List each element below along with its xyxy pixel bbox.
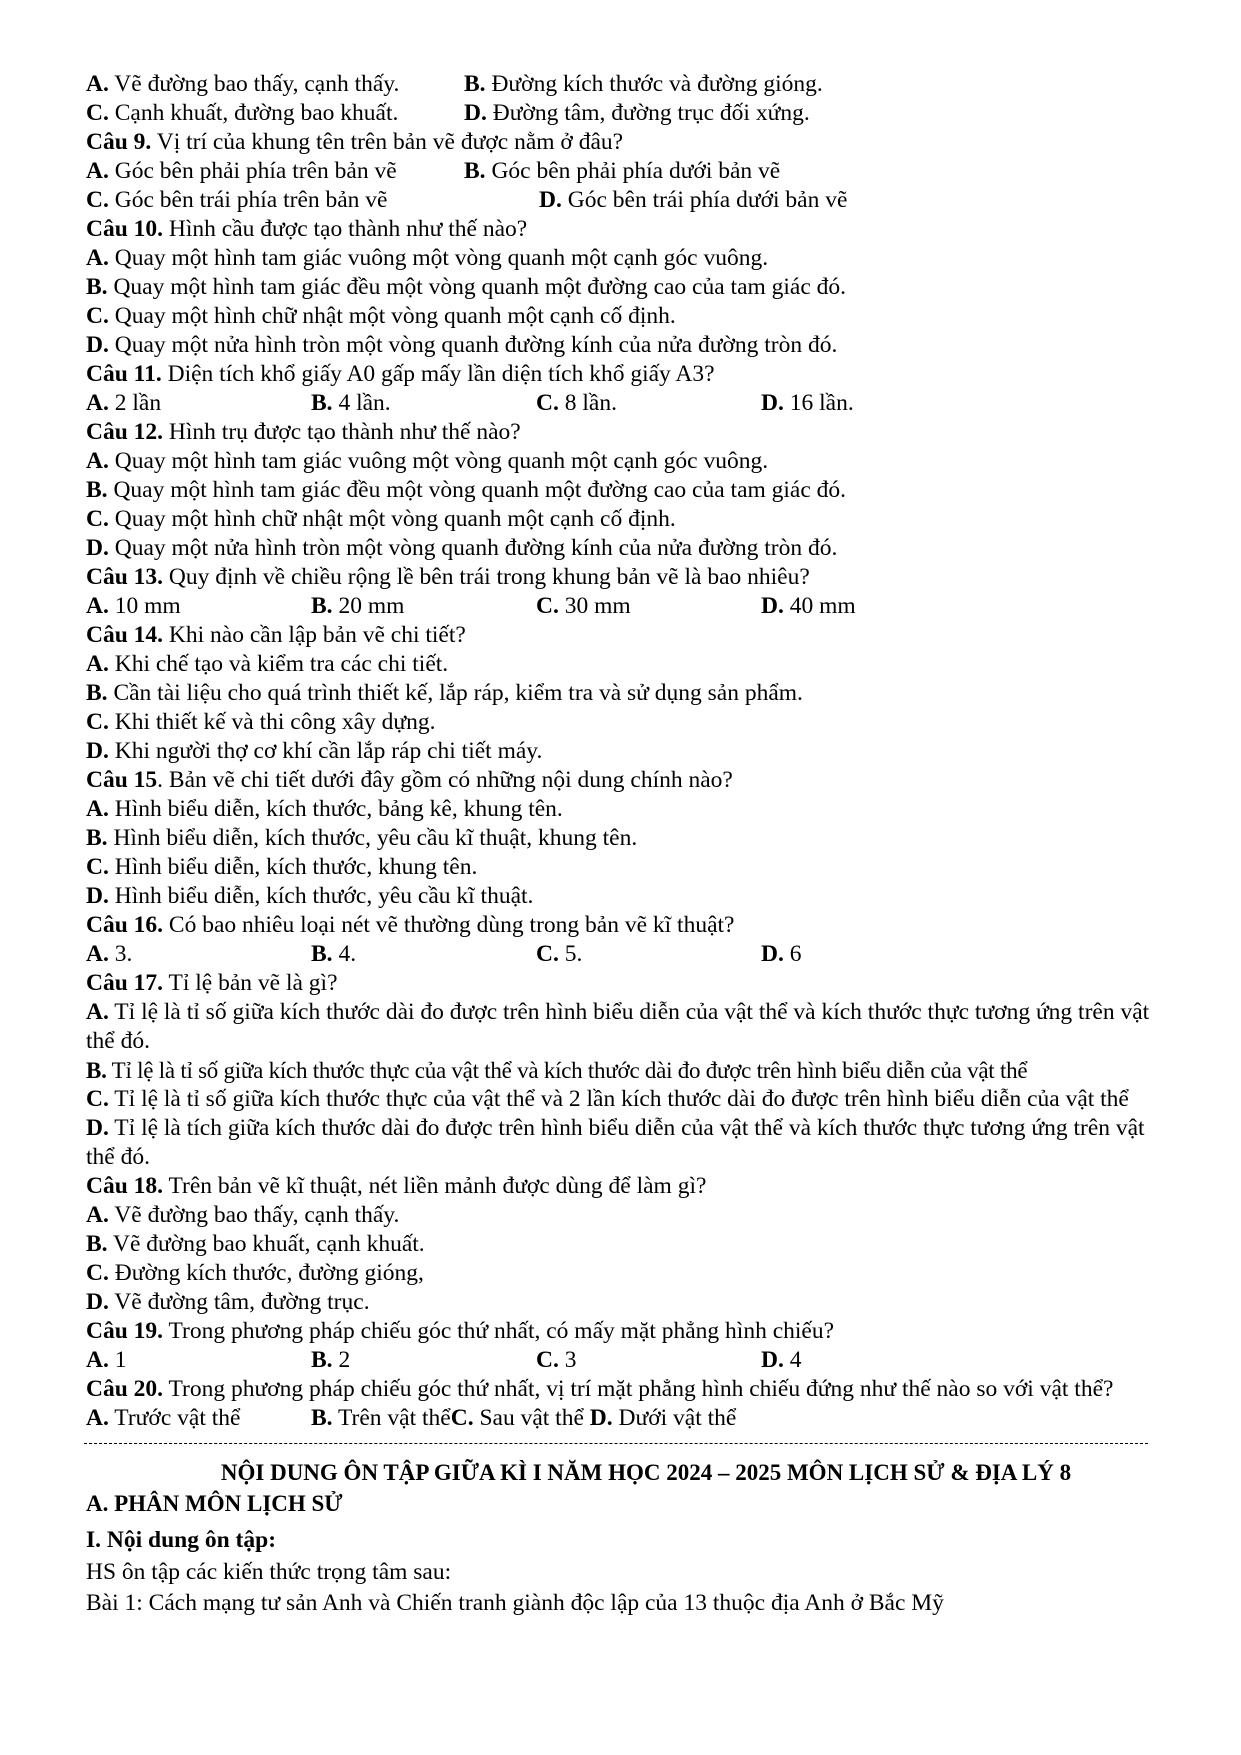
question-number: Câu 15 <box>86 767 158 793</box>
option-a <box>86 795 1166 824</box>
option-c <box>86 1085 1166 1114</box>
question-text: Trong phương pháp chiếu góc thứ nhất, vị trí mặt phẳng hình chiếu đứng như thế nào so với vật thể? <box>163 1376 1114 1402</box>
option-text: Tỉ lệ là tỉ số giữa kích thước thực của vật thể và 2 lần kích thước dài đo được trên hình biểu diễn của vật thể <box>108 1086 1129 1112</box>
option-text: Quay một hình tam giác đều một vòng quanh một đường cao của tam giác đó. <box>107 477 847 503</box>
option-text: 4. <box>332 941 357 967</box>
intro-text: HS ôn tập các kiến thức trọng tâm sau: <box>86 1559 452 1585</box>
option-label: A. <box>86 448 109 474</box>
option-text: Quay một hình chữ nhật một vòng quanh một cạnh cố định. <box>108 303 676 329</box>
question-text: Trong phương pháp chiếu góc thứ nhất, có mấy mặt phẳng hình chiếu? <box>163 1318 835 1344</box>
question-number: Câu 17. <box>86 970 164 996</box>
options-row <box>86 1404 1166 1433</box>
option-text: Vẽ đường bao khuất, cạnh khuất. <box>107 1231 425 1257</box>
question-text: Quy định về chiều rộng lề bên trái trong khung bản vẽ là bao nhiêu? <box>163 564 810 590</box>
option-text: Hình biểu diễn, kích thước, khung tên. <box>108 854 478 880</box>
option-text: 2 lần <box>108 390 162 416</box>
question-text: Diện tích khổ giấy A0 gấp mấy lần diện tích khổ giấy A3? <box>161 361 715 387</box>
question-18 <box>86 1172 1166 1201</box>
option-text: Vẽ đường tâm, đường trục. <box>108 1289 370 1315</box>
option-c <box>86 505 1166 534</box>
question-number: Câu 13. <box>86 564 164 590</box>
question-14 <box>86 621 1166 650</box>
option-label: D. <box>761 390 784 416</box>
option-label: B. <box>464 71 486 97</box>
option-d <box>86 737 1166 766</box>
options-row <box>86 157 1166 186</box>
question-text: Tỉ lệ bản vẽ là gì? <box>163 970 338 996</box>
part-a-title: A. PHÂN MÔN LỊCH SỬ <box>86 1491 343 1516</box>
option-label: A. <box>86 796 109 822</box>
option-text: Trên vật thể <box>332 1405 451 1431</box>
option-label: B. <box>311 941 333 967</box>
option-text: 16 lần. <box>783 390 854 416</box>
option-text: Quay một nửa hình tròn một vòng quanh đường kính của nửa đường tròn đó. <box>108 332 838 358</box>
option-label: C. <box>86 709 109 735</box>
question-number: Câu 16. <box>86 912 164 938</box>
option-a <box>86 1201 1166 1230</box>
option-text: Đường tâm, đường trục đối xứng. <box>486 100 810 126</box>
question-number: Câu 18. <box>86 1173 164 1199</box>
option-text: 4 lần. <box>332 390 391 416</box>
option-label: A. <box>86 390 109 416</box>
document-body <box>86 70 1166 1619</box>
option-text: Đường kích thước và đường gióng. <box>485 71 823 97</box>
option-label: A. <box>86 1202 109 1228</box>
question-number: Câu 11. <box>86 361 162 387</box>
option-d <box>86 331 1166 360</box>
question-12 <box>86 418 1166 447</box>
option-b <box>86 273 1166 302</box>
question-text: Khi nào cần lập bản vẽ chi tiết? <box>163 622 466 648</box>
option-text: Quay một hình tam giác vuông một vòng quanh một cạnh góc vuông. <box>108 245 769 271</box>
question-19 <box>86 1317 1166 1346</box>
option-text: 40 mm <box>783 593 856 619</box>
option-text: 2 <box>332 1347 351 1373</box>
option-text: Khi thiết kế và thi công xây dựng. <box>108 709 436 735</box>
option-label: A. <box>86 1405 109 1431</box>
question-number: Câu 12. <box>86 419 164 445</box>
options-row <box>86 99 1166 128</box>
option-c <box>86 1259 1166 1288</box>
option-b <box>86 679 1166 708</box>
option-d <box>86 882 1166 911</box>
option-text: Góc bên trái phía trên bản vẽ <box>108 187 388 213</box>
option-label: C. <box>536 1347 559 1373</box>
question-20 <box>86 1375 1166 1404</box>
options-row <box>86 940 1166 969</box>
option-label: D. <box>86 1115 109 1141</box>
option-text: 8 lần. <box>558 390 617 416</box>
option-text: Khi người thợ cơ khí cần lắp ráp chi tiết máy. <box>108 738 543 764</box>
option-text: Dưới vật thể <box>612 1405 737 1431</box>
section-title: NỘI DUNG ÔN TẬP GIỮA KÌ I NĂM HỌC 2024 – 2025 MÔN LỊCH SỬ & ĐỊA LÝ 8 <box>220 1460 1072 1485</box>
option-d <box>86 534 1166 563</box>
question-text: . Bản vẽ chi tiết dưới đây gồm có những nội dung chính nào? <box>157 767 733 793</box>
option-text: Vẽ đường bao thấy, cạnh thấy. <box>108 71 400 97</box>
option-label: D. <box>86 535 109 561</box>
option-text: Cạnh khuất, đường bao khuất. <box>108 100 399 126</box>
option-label: C. <box>536 593 559 619</box>
option-text: Trước vật thể <box>108 1405 241 1431</box>
option-label: D. <box>761 593 784 619</box>
option-text: Hình biểu diễn, kích thước, yêu cầu kĩ thuật, khung tên. <box>107 825 638 851</box>
option-label: C. <box>536 390 559 416</box>
option-label: D. <box>86 332 109 358</box>
option-text: Tỉ lệ là tỉ số giữa kích thước thực của vật thể và kích thước dài đo được trên hình biểu diễn của vật thể <box>106 1058 1028 1083</box>
option-label: B. <box>86 1058 107 1083</box>
option-label: C. <box>86 100 109 126</box>
option-text: Khi chế tạo và kiểm tra các chi tiết. <box>108 651 449 677</box>
option-label: D. <box>539 187 562 213</box>
question-text: Có bao nhiêu loại nét vẽ thường dùng trong bản vẽ kĩ thuật? <box>163 912 735 938</box>
question-11 <box>86 360 1166 389</box>
question-number: Câu 19. <box>86 1318 164 1344</box>
option-text: Hình biểu diễn, kích thước, bảng kê, khung tên. <box>108 796 563 822</box>
option-a <box>86 650 1166 679</box>
option-label: B. <box>86 274 108 300</box>
option-b <box>86 1230 1166 1259</box>
option-label: D. <box>86 883 109 909</box>
option-text: 20 mm <box>332 593 405 619</box>
option-text: Quay một hình chữ nhật một vòng quanh một cạnh cố định. <box>108 506 676 532</box>
option-label: D. <box>761 1347 784 1373</box>
question-number: Câu 14. <box>86 622 164 648</box>
options-row <box>86 186 1166 215</box>
option-label: A. <box>86 71 109 97</box>
option-label: B. <box>311 1405 333 1431</box>
question-text: Hình trụ được tạo thành như thế nào? <box>163 419 521 445</box>
option-text: Hình biểu diễn, kích thước, yêu cầu kĩ thuật. <box>108 883 534 909</box>
option-label: C. <box>86 1086 109 1112</box>
option-label: B. <box>86 825 108 851</box>
option-text: 4 <box>783 1347 802 1373</box>
option-text: Góc bên phải phía trên bản vẽ <box>108 158 397 184</box>
option-label: C. <box>536 941 559 967</box>
question-number: Câu 10. <box>86 216 164 242</box>
option-label: D. <box>86 738 109 764</box>
option-label: B. <box>311 390 333 416</box>
option-label: B. <box>86 477 108 503</box>
option-label: A. <box>86 999 109 1025</box>
option-label: B. <box>464 158 486 184</box>
lesson-1: Bài 1: Cách mạng tư sản Anh và Chiến tranh giành độc lập của 13 thuộc địa Anh ở Bắc Mỹ <box>86 1590 944 1616</box>
option-d <box>86 1114 1166 1172</box>
option-text: Góc bên trái phía dưới bản vẽ <box>561 187 848 213</box>
option-label: A. <box>86 941 109 967</box>
option-label: B. <box>86 680 108 706</box>
option-text: 30 mm <box>558 593 631 619</box>
option-label: A. <box>86 593 109 619</box>
option-c <box>86 302 1166 331</box>
option-label: A. <box>86 158 109 184</box>
question-17 <box>86 969 1166 998</box>
option-label: C. <box>86 854 109 880</box>
option-label: D. <box>589 1405 613 1431</box>
option-text: 3 <box>558 1347 577 1373</box>
option-text: 6 <box>783 941 802 967</box>
option-label: C. <box>86 303 109 329</box>
question-9 <box>86 128 1166 157</box>
option-c <box>86 708 1166 737</box>
option-a <box>86 998 1166 1056</box>
option-text: Đường kích thước, đường gióng, <box>108 1260 424 1286</box>
options-row <box>86 592 1166 621</box>
option-a <box>86 447 1166 476</box>
option-text: Góc bên phải phía dưới bản vẽ <box>485 158 781 184</box>
option-b <box>86 476 1166 505</box>
question-number: Câu 20. <box>86 1376 164 1402</box>
option-label: B. <box>86 1231 108 1257</box>
option-label: A. <box>86 1347 109 1373</box>
options-row <box>86 389 1166 418</box>
option-b <box>86 1056 1166 1085</box>
option-label: C. <box>86 187 109 213</box>
option-label: C. <box>86 1260 109 1286</box>
option-label: B. <box>311 1347 333 1373</box>
option-text: Quay một nửa hình tròn một vòng quanh đường kính của nửa đường tròn đó. <box>108 535 838 561</box>
question-10 <box>86 215 1166 244</box>
option-text: Vẽ đường bao thấy, cạnh thấy. <box>108 1202 400 1228</box>
question-number: Câu 9. <box>86 129 152 155</box>
option-label: C. <box>450 1405 474 1431</box>
option-text: Tỉ lệ là tỉ số giữa kích thước dài đo được trên hình biểu diễn của vật thể và kích thước thực tương ứng trên vật thể đó. <box>86 999 1150 1054</box>
option-text: Quay một hình tam giác đều một vòng quanh một đường cao của tam giác đó. <box>107 274 847 300</box>
part-i-title: I. Nội dung ôn tập: <box>86 1527 277 1553</box>
question-16 <box>86 911 1166 940</box>
option-label: A. <box>86 651 109 677</box>
option-b <box>86 824 1166 853</box>
option-a <box>86 244 1166 273</box>
option-text: 3. <box>108 941 133 967</box>
option-text: Cần tài liệu cho quá trình thiết kế, lắp ráp, kiểm tra và sử dụng sản phẩm. <box>107 680 803 706</box>
option-text: Tỉ lệ là tích giữa kích thước dài đo được trên hình biểu diễn của vật thể và kích thước thực tương ứng trên vật thể đó. <box>86 1115 1145 1170</box>
options-row <box>86 70 1166 99</box>
question-text: Trên bản vẽ kĩ thuật, nét liền mảnh được dùng để làm gì? <box>163 1173 707 1199</box>
question-13 <box>86 563 1166 592</box>
question-15 <box>86 766 1166 795</box>
option-label: D. <box>464 100 487 126</box>
option-text: 5. <box>558 941 583 967</box>
question-text: Hình cầu được tạo thành như thế nào? <box>163 216 528 242</box>
option-label: D. <box>761 941 784 967</box>
option-text: 10 mm <box>108 593 181 619</box>
option-text: Quay một hình tam giác vuông một vòng quanh một cạnh góc vuông. <box>108 448 769 474</box>
question-text: Vị trí của khung tên trên bản vẽ được nằm ở đâu? <box>151 129 624 155</box>
options-row <box>86 1346 1166 1375</box>
option-text: Sau vật thể <box>473 1405 584 1431</box>
option-label: D. <box>86 1289 109 1315</box>
option-d <box>86 1288 1166 1317</box>
option-label: C. <box>86 506 109 532</box>
dashed-divider <box>84 1443 1148 1444</box>
option-c <box>86 853 1166 882</box>
option-text: 1 <box>108 1347 127 1373</box>
option-label: B. <box>311 593 333 619</box>
option-label: A. <box>86 245 109 271</box>
